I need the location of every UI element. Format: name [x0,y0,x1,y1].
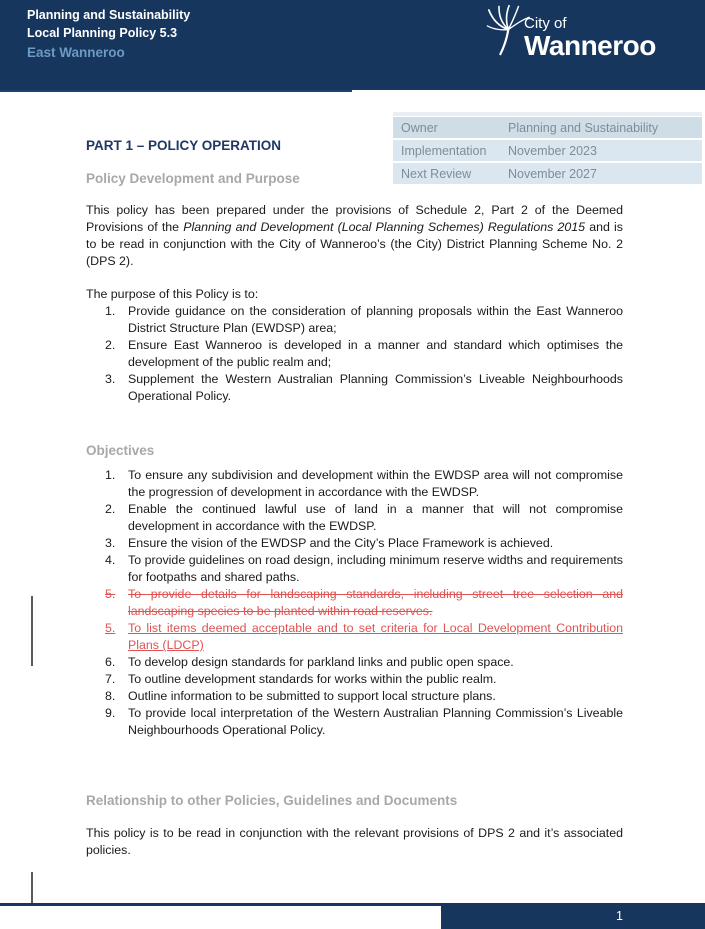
list-item [86,467,623,501]
header-title-block [27,6,190,62]
document-header [0,0,705,90]
list-item-text: Provide guidance on the consideration of planning proposals within the East Wanneroo District Structure Plan (EWDSP) area; [128,304,623,335]
change-bar [31,872,33,904]
info-label-owner: Owner [401,120,438,135]
list-item-text: To ensure any subdivision and development within the EWDSP area will not compromise the progression of development in accordance with the EWDSP. [128,468,623,499]
change-bar [31,596,33,666]
list-item-number: 5. [105,587,116,601]
header-policy-title: Local Planning Policy 5.3 [27,26,178,40]
header-underline [0,90,352,92]
list-item-text: To outline development standards for works within the public realm. [128,672,497,686]
purpose-section-heading: Policy Development and Purpose [86,171,300,186]
list-item [86,303,623,337]
table-row [393,117,702,138]
list-item [86,586,623,620]
info-value-implementation: November 2023 [508,143,597,158]
list-item [86,654,623,671]
logo-wordmark [524,0,656,60]
list-item-number: 3. [105,372,116,386]
list-item [86,552,623,586]
page-number: 1 [616,909,623,923]
list-item-number: 3. [105,536,116,550]
list-item-text: To provide local interpretation of the Western Australian Planning Commission’s Liveable Neighbourhoods Operational Policy. [128,706,623,737]
grass-tree-icon [478,0,530,62]
logo-wanneroo-text: Wanneroo [524,30,656,61]
list-item-number: 1. [105,304,116,318]
info-value-owner: Planning and Sustainability [508,120,659,135]
info-label-next-review: Next Review [401,166,472,181]
list-item-text: Ensure East Wanneroo is developed in a manner and standard which optimises the development of the public realm and; [128,338,623,369]
list-item-text: To provide details for landscaping standards, including street tree selection and landscaping species to be planted within road reserves. [128,587,623,618]
list-item-number: 8. [105,689,116,703]
list-item-text: Enable the continued lawful use of land in a manner that will not compromise development in accordance with the EWDSP. [128,502,623,533]
list-item-text: To list items deemed acceptable and to set criteria for Local Development Contribution Plans (LDCP) [128,621,623,652]
list-item-number: 2. [105,338,116,352]
list-item [86,535,623,552]
list-item-number: 6. [105,655,116,669]
list-item [86,337,623,371]
city-of-wanneroo-logo [478,0,656,62]
info-label-implementation: Implementation [401,143,487,158]
list-item [86,620,623,654]
list-item [86,705,623,739]
list-item-number: 9. [105,706,116,720]
paragraph-text: This policy has been prepared under the provisions of Schedule 2, Part 2 of the Deemed Provisions of the [86,203,623,234]
regulations-italic-text: Planning and Development (Local Planning Schemes) Regulations 2015 [183,220,586,234]
relationship-section-heading: Relationship to other Policies, Guidelines and Documents [86,793,458,808]
objectives-section-heading: Objectives [86,443,155,458]
list-item-text: Ensure the vision of the EWDSP and the City’s Place Framework is achieved. [128,536,554,550]
list-item-number: 1. [105,468,116,482]
info-table-top-strip [393,112,702,116]
info-value-next-review: November 2027 [508,166,597,181]
list-item-number: 7. [105,672,116,686]
header-department: Planning and Sustainability [27,8,191,22]
objectives-list [86,467,623,739]
part1-heading: PART 1 – POLICY OPERATION [86,138,282,153]
header-subtitle: East Wanneroo [27,45,125,60]
purpose-list [86,303,623,405]
relationship-paragraph: This policy is to be read in conjunction with the relevant provisions of DPS 2 and it’s associated policies. [86,826,623,857]
list-item [86,688,623,705]
list-item-text: Outline information to be submitted to support local structure plans. [128,689,496,703]
paragraph-text: and is to be read in conjunction with the City of Wanneroo’s (the City) District Planning Scheme No. 2 (DPS 2). [86,220,623,268]
list-item-text: To develop design standards for parkland links and public open space. [128,655,514,669]
logo-city-of-text: City of [524,15,567,32]
list-item-number: 2. [105,502,116,516]
list-item-number: 5. [105,621,116,635]
list-item-text: Supplement the Western Australian Planning Commission’s Liveable Neighbourhoods Operational Policy. [128,372,623,403]
list-item [86,501,623,535]
list-item-number: 4. [105,553,116,567]
purpose-intro: The purpose of this Policy is to: [86,287,259,301]
purpose-paragraph [86,202,623,270]
list-item-text: To provide guidelines on road design, including minimum reserve widths and requirements for footpaths and shared paths. [128,553,623,584]
footer-page-band [441,905,705,929]
list-item [86,671,623,688]
list-item [86,371,623,405]
